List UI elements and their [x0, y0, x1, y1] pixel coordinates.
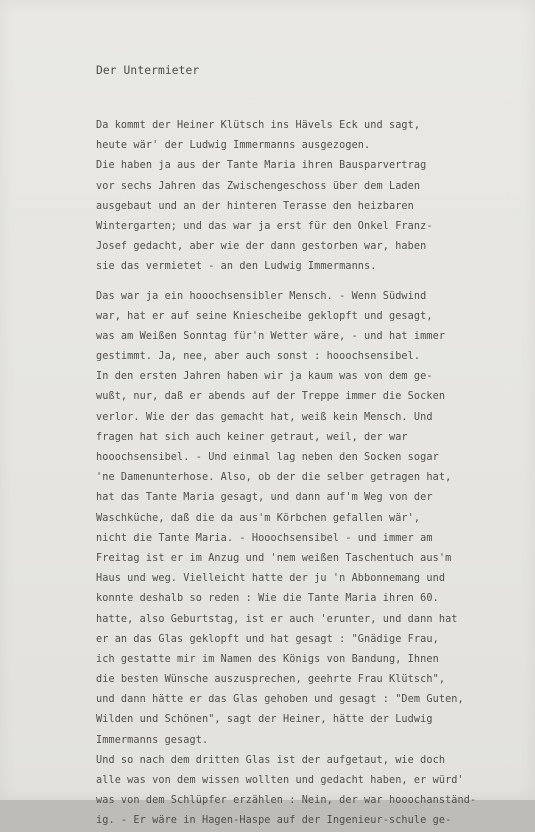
text-line: Waschküche, daß die da aus'm Körbchen gefallen wär',	[96, 512, 421, 524]
paragraph	[96, 116, 526, 278]
text-line: was am Weißen Sonntag für'n Wetter wäre, - und hat immer	[96, 330, 446, 342]
text-line: hooochsensibel. - Und einmal lag neben den Socken sogar	[96, 452, 439, 463]
text-line: und dann hätte er das Glas gehoben und gesagt : "Dem Guten,	[96, 694, 464, 706]
text-line: wußt, nur, daß er abends auf der Treppe immer die Socken	[96, 391, 446, 403]
text-line: Haus und weg. Vielleicht hatte der ju 'n Abbonnemang und	[96, 573, 446, 585]
text-line: Die haben ja aus der Tante Maria ihren Bausparvertrag	[96, 160, 427, 172]
document-body	[96, 116, 526, 832]
text-line: vor sechs Jahren das Zwischengeschoss über dem Laden	[96, 180, 421, 192]
text-line: Freitag ist er im Anzug und 'nem weißen Taschentuch aus'm	[96, 552, 452, 564]
text-line: Wintergarten; und das war ja erst für den Onkel Franz-	[96, 220, 433, 232]
document-title: Der Untermieter	[96, 64, 200, 77]
paragraph	[96, 287, 526, 832]
text-line: was von dem Schlüpfer erzählen : Nein, der war hooochanständ-	[96, 795, 477, 807]
text-line: alle was von dem wissen wollten und gedacht haben, er würd'	[96, 775, 464, 786]
text-line: verlor. Wie der das gemacht hat, weiß kein Mensch. Und	[96, 411, 433, 423]
text-line: 'ne Damenunterhose. Also, ob der die selber getragen hat,	[96, 472, 452, 484]
text-line: Und so nach dem dritten Glas ist der aufgetaut, wie doch	[96, 754, 446, 766]
text-line: ig. - Er wäre in Hagen-Haspe auf der Ingenieur-schule ge-	[96, 815, 452, 827]
text-line: ich gestatte mir im Namen des Königs von Bandung, Ihnen	[96, 653, 439, 665]
text-line: heute wär' der Ludwig Immermanns ausgezogen.	[96, 140, 371, 152]
text-line: war, hat er auf seine Kniescheibe geklopft und gesagt,	[96, 310, 433, 322]
text-line: konnte deshalb so reden : Wie die Tante Maria ihren 60.	[96, 593, 439, 605]
text-line: ausgebaut und an der hinteren Terasse den heizbaren	[96, 200, 414, 212]
text-line: Josef gedacht, aber wie der dann gestorben war, haben	[96, 241, 427, 253]
text-line: Wilden und Schönen", sagt der Heiner, hätte der Ludwig	[96, 714, 433, 726]
text-line: fragen hat sich auch keiner getraut, weil, der war	[96, 431, 408, 443]
text-line: sie das vermietet - an den Ludwig Immermanns.	[96, 261, 377, 273]
text-line: hatte, also Geburtstag, ist er auch 'erunter, und dann hat	[96, 613, 458, 625]
text-line: Da kommt der Heiner Klütsch ins Hävels Eck und sagt,	[96, 120, 421, 131]
text-line: nicht die Tante Maria. - Hooochsensibel - und immer am	[96, 532, 433, 544]
text-line: er an das Glas geklopft und hat gesagt : "Gnädige Frau,	[96, 633, 439, 645]
text-line: In den ersten Jahren haben wir ja kaum was von dem ge-	[96, 371, 433, 383]
text-line: gestimmt. Ja, nee, aber auch sonst : hooochsensibel.	[96, 351, 421, 363]
text-line: Immermanns gesagt.	[96, 734, 209, 746]
text-line: hat das Tante Maria gesagt, und dann auf'm Weg von der	[96, 492, 433, 504]
text-line: die besten Wünsche auszusprechen, geehrte Frau Klütsch",	[96, 674, 446, 686]
text-line: Das war ja ein hooochsensibler Mensch. - Wenn Südwind	[96, 290, 427, 302]
